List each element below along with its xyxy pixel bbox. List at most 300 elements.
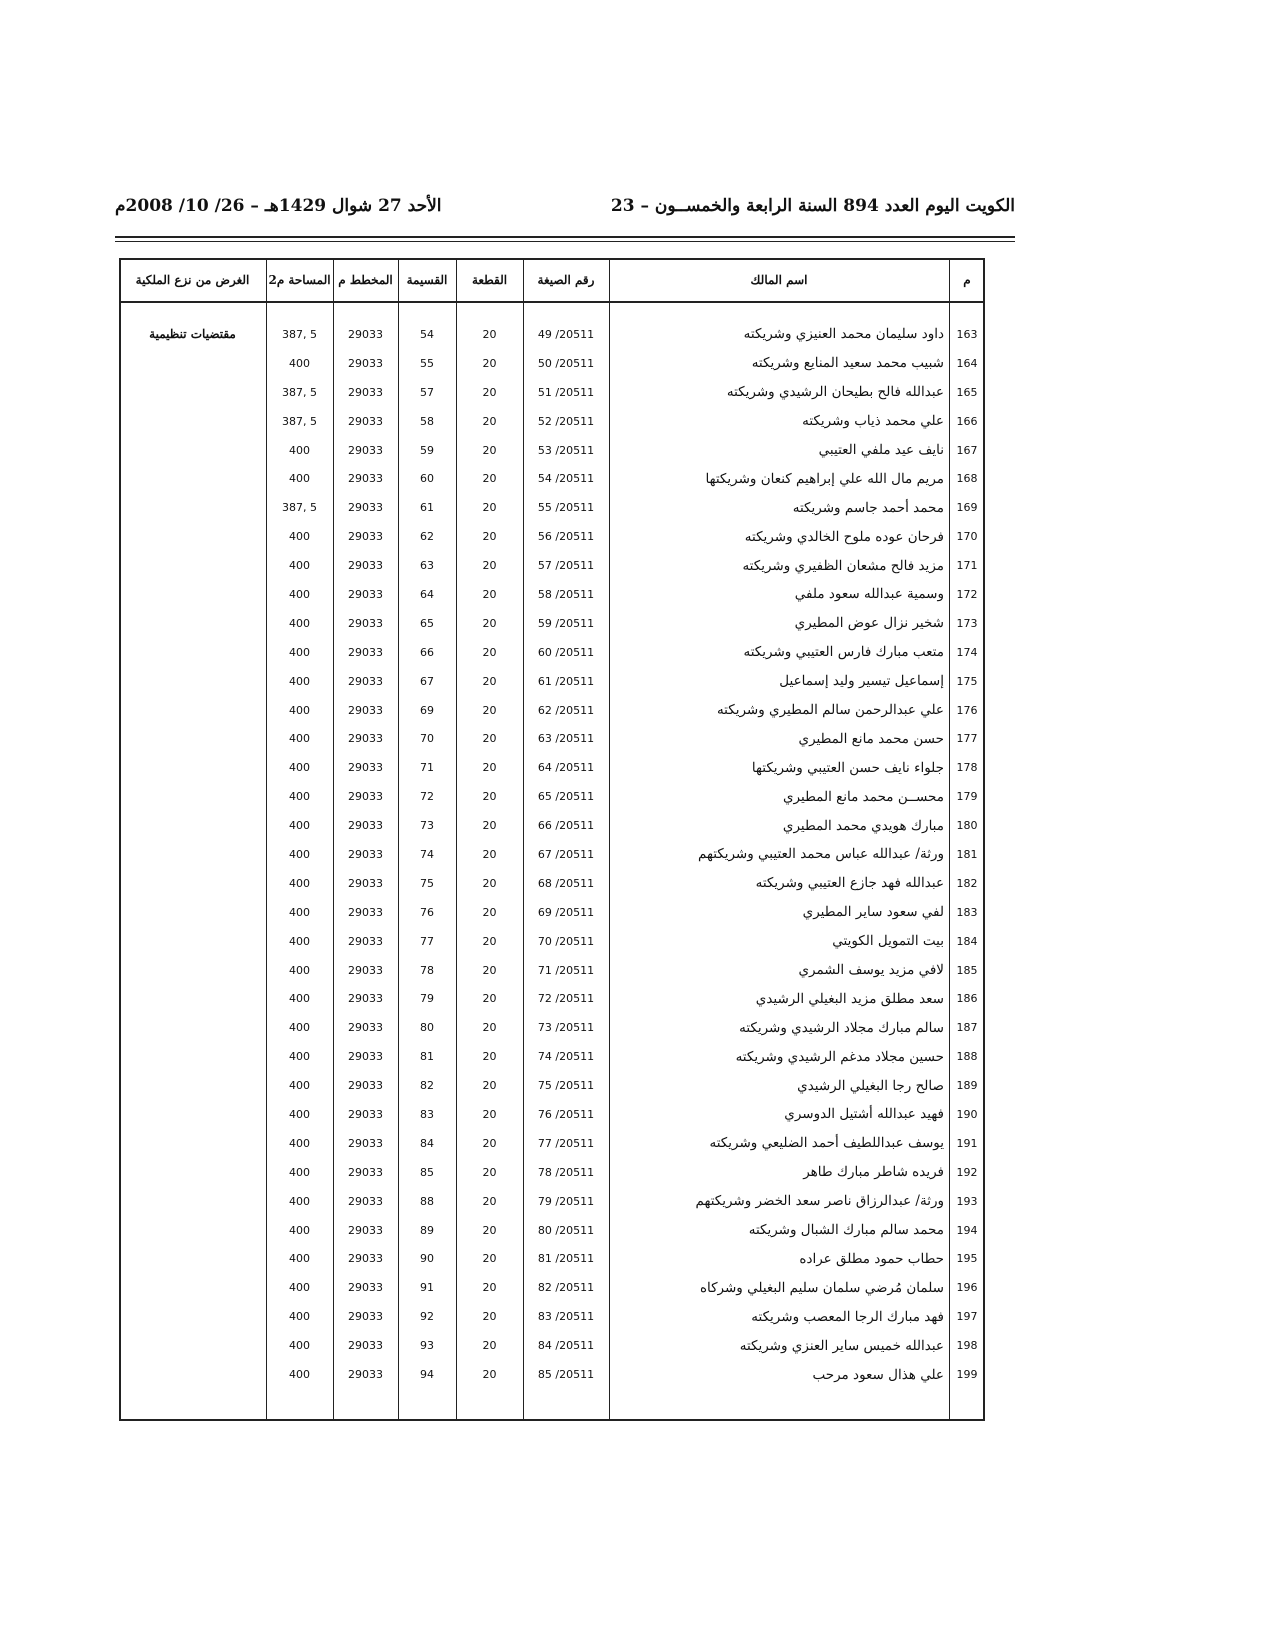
- row-number: 187: [956, 1021, 978, 1035]
- row-number: 169: [956, 501, 978, 515]
- plan-number: 29033: [348, 934, 383, 948]
- block-number: 20: [482, 1310, 497, 1324]
- block-number: 20: [482, 1252, 497, 1266]
- plot-number: 84: [420, 1136, 434, 1150]
- table-row: [119, 1273, 985, 1302]
- block-number: 20: [482, 645, 497, 659]
- expropriation-purpose: [119, 1302, 266, 1331]
- plan-number: 29033: [348, 819, 383, 833]
- expropriation-purpose: [119, 898, 266, 927]
- plot-number: 71: [420, 761, 434, 775]
- table-row: [119, 436, 985, 465]
- plot-number: 67: [420, 674, 434, 688]
- owner-name: لفي سعود ساير المطيري: [802, 904, 944, 921]
- plot-number: 60: [420, 472, 434, 486]
- block-number: 20: [482, 1079, 497, 1093]
- area-value: 387, 5: [282, 501, 317, 515]
- area-value: 400: [289, 1368, 310, 1381]
- row-number: 190: [956, 1107, 978, 1121]
- deed-number: 20511/ 54: [537, 472, 595, 486]
- block-number: 20: [482, 1136, 497, 1150]
- area-value: 400: [289, 905, 310, 919]
- plan-number: 29033: [348, 1165, 383, 1179]
- area-value: 387, 5: [282, 385, 317, 399]
- col-header-owner: اسم المالك: [750, 273, 808, 287]
- block-number: 20: [482, 616, 497, 630]
- block-number: 20: [482, 530, 497, 544]
- expropriation-purpose: [119, 840, 266, 869]
- area-value: 400: [289, 1339, 310, 1353]
- table-body: [119, 320, 985, 1389]
- expropriation-purpose: [119, 349, 266, 378]
- table-row: [119, 1158, 985, 1187]
- table-row: [119, 1100, 985, 1129]
- area-value: 400: [289, 1136, 310, 1150]
- expropriation-purpose: مقتضيات تنظيمية: [149, 327, 236, 342]
- block-number: 20: [482, 559, 497, 573]
- block-number: 20: [482, 732, 497, 746]
- plan-number: 29033: [348, 1339, 383, 1353]
- area-value: 400: [289, 1050, 310, 1064]
- deed-number: 20511/ 62: [537, 703, 595, 717]
- area-value: 387, 5: [282, 327, 317, 341]
- block-number: 20: [482, 1194, 497, 1208]
- area-value: 400: [289, 1223, 310, 1237]
- expropriation-purpose: [119, 1360, 266, 1389]
- row-number: 168: [956, 472, 978, 486]
- plot-number: 90: [420, 1252, 434, 1266]
- table-row: [119, 522, 985, 551]
- table-row: [119, 898, 985, 927]
- deed-number: 20511/ 76: [537, 1107, 595, 1121]
- owner-name: عبدالله فهد جازع العتيبي وشريكته: [755, 875, 944, 892]
- table-row: [119, 1071, 985, 1100]
- block-number: 20: [482, 501, 497, 515]
- row-number: 192: [956, 1165, 978, 1179]
- expropriation-purpose: [119, 811, 266, 840]
- area-value: 400: [289, 472, 310, 486]
- row-number: 189: [956, 1079, 978, 1093]
- plan-number: 29033: [348, 385, 383, 399]
- issue-date: الأحد 27 شوال 1429هـ – 26/ 10/ 2008م: [115, 196, 442, 216]
- owner-name: وسمية عبدالله سعود ملفي: [794, 586, 944, 603]
- header-rule-thick: [115, 236, 1015, 238]
- plan-number: 29033: [348, 443, 383, 457]
- plot-number: 81: [420, 1050, 434, 1064]
- table-row: [119, 1042, 985, 1071]
- deed-number: 20511/ 63: [537, 732, 595, 746]
- table-row: [119, 1245, 985, 1274]
- expropriation-purpose: [119, 782, 266, 811]
- plan-number: 29033: [348, 1368, 383, 1381]
- plot-number: 82: [420, 1079, 434, 1093]
- expropriation-purpose: [119, 1273, 266, 1302]
- owner-name: إسماعيل تيسير وليد إسماعيل: [779, 673, 944, 690]
- row-number: 185: [956, 963, 978, 977]
- expropriation-purpose: [119, 378, 266, 407]
- area-value: 400: [289, 934, 310, 948]
- owner-name: ورثة/ عبدالرزاق ناصر سعد الخضر وشريكتهم: [695, 1193, 944, 1210]
- table-row: [119, 927, 985, 956]
- row-number: 181: [956, 847, 978, 861]
- plot-number: 54: [420, 327, 434, 341]
- expropriation-purpose: [119, 407, 266, 436]
- expropriation-purpose: [119, 956, 266, 985]
- plot-number: 70: [420, 732, 434, 746]
- deed-number: 20511/ 75: [537, 1079, 595, 1093]
- table-row: [119, 378, 985, 407]
- owner-name: عبدالله فالح بطيحان الرشيدي وشريكته: [726, 384, 944, 401]
- owner-name: سالم مبارك مجلاد الرشيدي وشريكته: [739, 1019, 944, 1036]
- area-value: 400: [289, 992, 310, 1006]
- deed-number: 20511/ 70: [537, 934, 595, 948]
- table-row: [119, 840, 985, 869]
- expropriation-purpose: [119, 1158, 266, 1187]
- plan-number: 29033: [348, 1310, 383, 1324]
- row-number: 165: [956, 385, 978, 399]
- table-row: [119, 1331, 985, 1360]
- owner-name: نايف عيد ملفي العتيبي: [818, 442, 944, 458]
- block-number: 20: [482, 761, 497, 775]
- expropriation-purpose: [119, 436, 266, 465]
- plan-number: 29033: [348, 790, 383, 804]
- area-value: 400: [289, 530, 310, 544]
- plot-number: 89: [420, 1223, 434, 1237]
- plan-number: 29033: [348, 1136, 383, 1150]
- plot-number: 88: [420, 1194, 434, 1208]
- col-header-num: م: [963, 273, 971, 287]
- plan-number: 29033: [348, 559, 383, 573]
- owner-name: علي محمد ذياب وشريكته: [802, 413, 944, 430]
- col-header-deed: رقم الصيغة: [537, 273, 595, 287]
- deed-number: 20511/ 49: [537, 327, 595, 341]
- expropriation-purpose: [119, 927, 266, 956]
- deed-number: 20511/ 58: [537, 587, 595, 601]
- deed-number: 20511/ 56: [537, 530, 595, 544]
- block-number: 20: [482, 1107, 497, 1121]
- row-number: 167: [956, 443, 978, 457]
- plot-number: 61: [420, 501, 434, 515]
- deed-number: 20511/ 71: [537, 963, 595, 977]
- row-number: 194: [956, 1223, 978, 1237]
- expropriation-purpose: [119, 1071, 266, 1100]
- plot-number: 92: [420, 1310, 434, 1324]
- expropriation-purpose: [119, 580, 266, 609]
- block-number: 20: [482, 1165, 497, 1179]
- plan-number: 29033: [348, 847, 383, 861]
- owner-name: جلواء نايف حسن العتيبي وشريكتها: [751, 759, 944, 776]
- area-value: 400: [289, 1281, 310, 1295]
- area-value: 400: [289, 1079, 310, 1093]
- row-number: 198: [956, 1339, 978, 1353]
- plan-number: 29033: [348, 587, 383, 601]
- table-row: [119, 407, 985, 436]
- owner-name: حطاب حمود مطلق عراده: [799, 1250, 944, 1267]
- table-header-rule: [119, 301, 985, 303]
- row-number: 197: [956, 1310, 978, 1324]
- area-value: 400: [289, 587, 310, 601]
- owner-name: متعب مبارك فارس العتيبي وشريكته: [743, 644, 944, 661]
- expropriation-purpose: [119, 464, 266, 493]
- row-number: 184: [956, 934, 978, 948]
- block-number: 20: [482, 703, 497, 717]
- plan-number: 29033: [348, 1252, 383, 1266]
- plot-number: 66: [420, 645, 434, 659]
- block-number: 20: [482, 356, 497, 370]
- row-number: 163: [956, 327, 978, 341]
- area-value: 400: [289, 559, 310, 573]
- area-value: 400: [289, 674, 310, 688]
- deed-number: 20511/ 61: [537, 674, 595, 688]
- block-number: 20: [482, 385, 497, 399]
- row-number: 195: [956, 1252, 978, 1266]
- row-number: 193: [956, 1194, 978, 1208]
- table-row: [119, 464, 985, 493]
- plot-number: 59: [420, 443, 434, 457]
- owner-name: سعد مطلق مزيد البغيلي الرشيدي: [755, 990, 944, 1007]
- area-value: 400: [289, 443, 310, 457]
- plan-number: 29033: [348, 1194, 383, 1208]
- block-number: 20: [482, 587, 497, 601]
- row-number: 196: [956, 1281, 978, 1295]
- expropriation-purpose: [119, 1013, 266, 1042]
- plot-number: 73: [420, 819, 434, 833]
- plot-number: 74: [420, 847, 434, 861]
- block-number: 20: [482, 1368, 497, 1381]
- plan-number: 29033: [348, 761, 383, 775]
- plot-number: 78: [420, 963, 434, 977]
- deed-number: 20511/ 79: [537, 1194, 595, 1208]
- plot-number: 83: [420, 1107, 434, 1121]
- row-number: 170: [956, 530, 978, 544]
- area-value: 400: [289, 732, 310, 746]
- plot-number: 65: [420, 616, 434, 630]
- plot-number: 64: [420, 587, 434, 601]
- plan-number: 29033: [348, 992, 383, 1006]
- expropriation-purpose: [119, 609, 266, 638]
- owner-name: شبيب محمد سعيد المنايع وشريكته: [751, 355, 944, 372]
- owner-name: فرحان عوده ملوح الخالدي وشريكته: [744, 528, 944, 545]
- row-number: 177: [956, 732, 978, 746]
- plan-number: 29033: [348, 1281, 383, 1295]
- table-row: [119, 1216, 985, 1245]
- table-row: [119, 724, 985, 753]
- table-row: [119, 493, 985, 522]
- plot-number: 94: [420, 1368, 434, 1381]
- page-header: [115, 196, 1015, 236]
- deed-number: 20511/ 64: [537, 761, 595, 775]
- table-row: [119, 1302, 985, 1331]
- area-value: 400: [289, 616, 310, 630]
- expropriation-purpose: [119, 638, 266, 667]
- deed-number: 20511/ 85: [537, 1368, 595, 1381]
- table-row: [119, 1187, 985, 1216]
- expropriation-purpose: [119, 551, 266, 580]
- plan-number: 29033: [348, 501, 383, 515]
- deed-number: 20511/ 78: [537, 1165, 595, 1179]
- table-row: [119, 609, 985, 638]
- plan-number: 29033: [348, 1107, 383, 1121]
- block-number: 20: [482, 414, 497, 428]
- row-number: 174: [956, 645, 978, 659]
- expropriation-purpose: [119, 1331, 266, 1360]
- plot-number: 77: [420, 934, 434, 948]
- block-number: 20: [482, 674, 497, 688]
- block-number: 20: [482, 905, 497, 919]
- plot-number: 85: [420, 1165, 434, 1179]
- deed-number: 20511/ 67: [537, 847, 595, 861]
- table-row: [119, 551, 985, 580]
- plan-number: 29033: [348, 732, 383, 746]
- plan-number: 29033: [348, 327, 383, 341]
- header-rule-thin: [115, 241, 1015, 242]
- deed-number: 20511/ 59: [537, 616, 595, 630]
- expropriation-purpose: [119, 1100, 266, 1129]
- owner-name: بيت التمويل الكويتي: [832, 933, 944, 950]
- deed-number: 20511/ 69: [537, 905, 595, 919]
- block-number: 20: [482, 472, 497, 486]
- col-header-area: المساحة م2: [268, 273, 331, 287]
- table-row: [119, 984, 985, 1013]
- block-number: 20: [482, 819, 497, 833]
- area-value: 400: [289, 963, 310, 977]
- plan-number: 29033: [348, 674, 383, 688]
- deed-number: 20511/ 82: [537, 1281, 595, 1295]
- row-number: 166: [956, 414, 978, 428]
- deed-number: 20511/ 60: [537, 645, 595, 659]
- owner-name: صالح رجا البغيلي الرشيدي: [797, 1077, 944, 1094]
- deed-number: 20511/ 57: [537, 559, 595, 573]
- deed-number: 20511/ 72: [537, 992, 595, 1006]
- table-row: [119, 638, 985, 667]
- row-number: 179: [956, 790, 978, 804]
- owner-name: ورثة/ عبدالله عباس محمد العتيبي وشريكتهم: [697, 846, 944, 863]
- area-value: 400: [289, 847, 310, 861]
- owner-name: حسين مجلاد مدغم الرشيدي وشريكته: [735, 1048, 944, 1065]
- plot-number: 93: [420, 1339, 434, 1353]
- deed-number: 20511/ 80: [537, 1223, 595, 1237]
- row-number: 180: [956, 819, 978, 833]
- expropriation-purpose: [119, 1129, 266, 1158]
- row-number: 182: [956, 876, 978, 890]
- area-value: 400: [289, 703, 310, 717]
- area-value: 400: [289, 1194, 310, 1208]
- table-row: [119, 753, 985, 782]
- row-number: 171: [956, 559, 978, 573]
- plan-number: 29033: [348, 703, 383, 717]
- plot-number: 57: [420, 385, 434, 399]
- expropriation-purpose: [119, 1216, 266, 1245]
- expropriation-purpose: [119, 522, 266, 551]
- table-row: [119, 1013, 985, 1042]
- area-value: 400: [289, 790, 310, 804]
- table-row: [119, 869, 985, 898]
- block-number: 20: [482, 876, 497, 890]
- plan-number: 29033: [348, 472, 383, 486]
- deed-number: 20511/ 52: [537, 414, 595, 428]
- table-row: [119, 667, 985, 696]
- plan-number: 29033: [348, 616, 383, 630]
- plot-number: 63: [420, 559, 434, 573]
- table-row: [119, 811, 985, 840]
- owner-name: مبارك هويدي محمد المطيري: [782, 817, 944, 834]
- owner-name: فهد مبارك الرجا المعصب وشريكته: [751, 1308, 944, 1325]
- expropriation-purpose: [119, 724, 266, 753]
- row-number: 188: [956, 1050, 978, 1064]
- owner-name: محمد سالم مبارك الشبال وشريكته: [748, 1222, 944, 1239]
- table-row: [119, 349, 985, 378]
- owner-name: مريم مال الله علي إبراهيم كنعان وشريكتها: [705, 470, 944, 487]
- expropriation-purpose: [119, 1187, 266, 1216]
- block-number: 20: [482, 992, 497, 1006]
- col-header-block: القطعة: [471, 273, 508, 287]
- owner-name: سلمان مُرضي سلمان سليم البغيلي وشركاه: [699, 1279, 944, 1296]
- deed-number: 20511/ 68: [537, 876, 595, 890]
- owner-name: محســن محمد مانع المطيري: [782, 788, 944, 805]
- owner-name: علي هذال سعود مرحب: [812, 1366, 944, 1383]
- row-number: 199: [956, 1368, 978, 1381]
- plan-number: 29033: [348, 963, 383, 977]
- block-number: 20: [482, 327, 497, 341]
- block-number: 20: [482, 963, 497, 977]
- owner-name: محمد أحمد جاسم وشريكته: [792, 499, 944, 516]
- plan-number: 29033: [348, 414, 383, 428]
- expropriation-purpose: [119, 753, 266, 782]
- deed-number: 20511/ 73: [537, 1021, 595, 1035]
- plot-number: 91: [420, 1281, 434, 1295]
- col-header-plan: المخطط م: [338, 273, 393, 287]
- block-number: 20: [482, 1223, 497, 1237]
- block-number: 20: [482, 443, 497, 457]
- block-number: 20: [482, 847, 497, 861]
- expropriation-purpose: [119, 696, 266, 725]
- plot-number: 80: [420, 1021, 434, 1035]
- plan-number: 29033: [348, 645, 383, 659]
- table-row: [119, 1360, 985, 1389]
- row-number: 175: [956, 674, 978, 688]
- row-number: 172: [956, 587, 978, 601]
- deed-number: 20511/ 50: [537, 356, 595, 370]
- deed-number: 20511/ 53: [537, 443, 595, 457]
- area-value: 400: [289, 1021, 310, 1035]
- area-value: 400: [289, 876, 310, 890]
- owner-name: يوسف عبداللطيف أحمد الضليعي وشريكته: [709, 1135, 944, 1152]
- area-value: 400: [289, 1310, 310, 1324]
- owner-name: عبدالله خميس ساير العنزي وشريكته: [739, 1337, 944, 1354]
- deed-number: 20511/ 84: [537, 1339, 595, 1353]
- area-value: 400: [289, 1107, 310, 1121]
- plan-number: 29033: [348, 356, 383, 370]
- table-row: [119, 580, 985, 609]
- owner-name: فهيد عبدالله أشتيل الدوسري: [784, 1106, 944, 1123]
- area-value: 400: [289, 819, 310, 833]
- row-number: 178: [956, 761, 978, 775]
- owner-name: شخير نزال عوض المطيري: [794, 615, 944, 632]
- block-number: 20: [482, 1050, 497, 1064]
- expropriation-purpose: [119, 667, 266, 696]
- plot-number: 58: [420, 414, 434, 428]
- block-number: 20: [482, 1021, 497, 1035]
- expropriation-purpose: [119, 1245, 266, 1274]
- area-value: 387, 5: [282, 414, 317, 428]
- deed-number: 20511/ 55: [537, 501, 595, 515]
- owner-name: مزيد فالح مشعان الظفيري وشريكته: [742, 557, 944, 574]
- expropriation-purpose: [119, 984, 266, 1013]
- block-number: 20: [482, 934, 497, 948]
- block-number: 20: [482, 1281, 497, 1295]
- deed-number: 20511/ 83: [537, 1310, 595, 1324]
- table-row: [119, 782, 985, 811]
